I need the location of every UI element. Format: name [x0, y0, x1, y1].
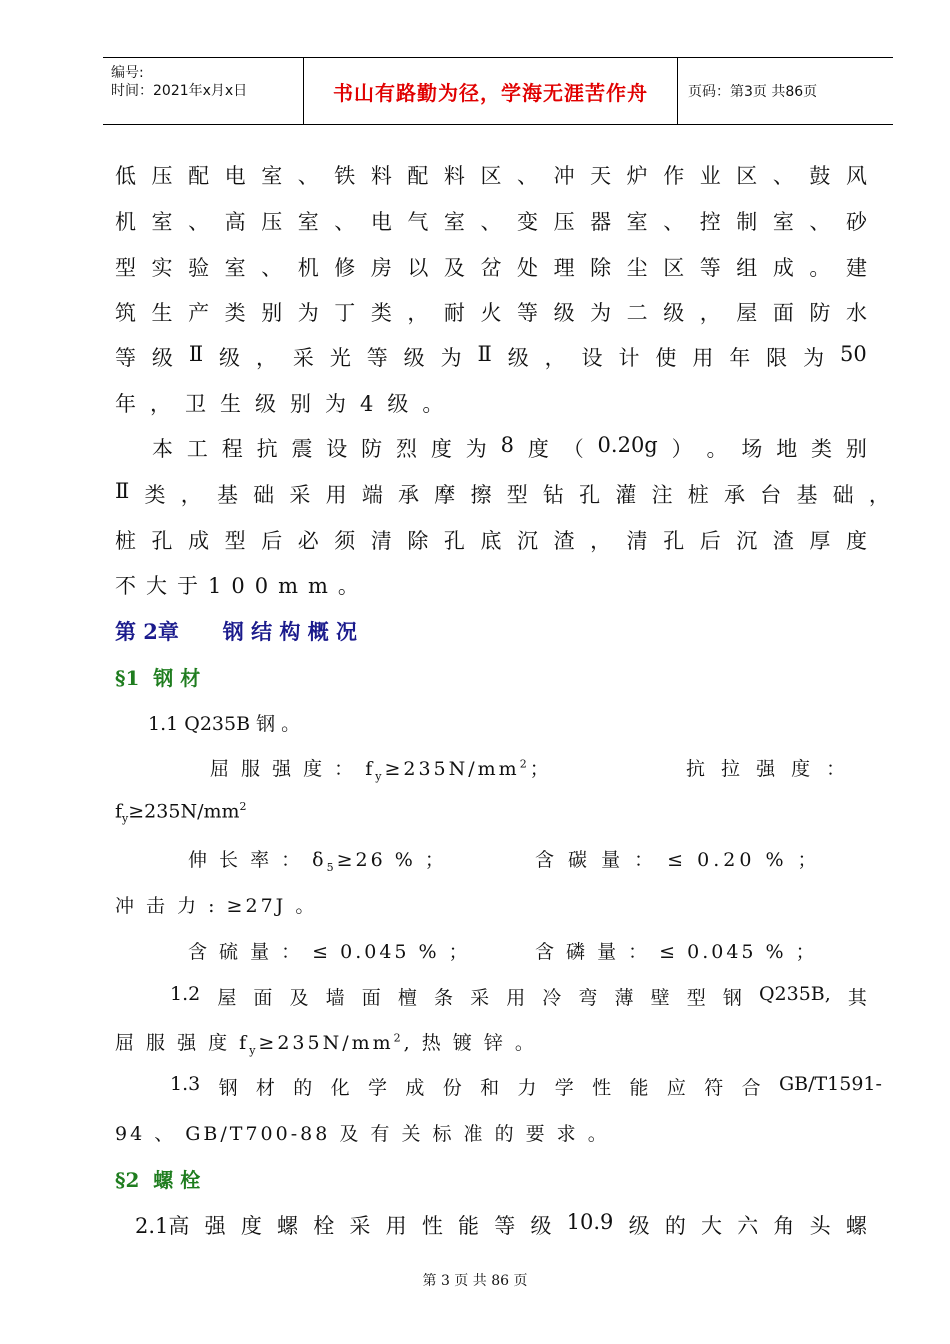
s1-3-line-1: 1.3 钢 材 的 化 学 成 份 和 力 学 性 能 应 符 合 GB/T1591-: [170, 1073, 882, 1099]
p1-line-4: 筑 生 产 类 别 为 丁 类 ， 耐 火 等 级 为 二 级 ， 屋 面 防 水: [115, 301, 867, 325]
s1-1-elongation: 伸 长 率 ： $\delta_5\ge 26$ % ；: [188, 849, 447, 874]
chapter-heading: 第 2章 钢 结 构 概 况: [115, 619, 358, 644]
p2-line-4: 不大于100mm。: [115, 574, 369, 598]
p1-line-3: 型 实 验 室 、 机 修 房 以 及 岔 处 理 除 尘 区 等 组 成 。 建: [115, 256, 867, 280]
s1-1-title: 1.1 Q235B 钢 。: [148, 713, 301, 735]
s2-1-line-1: 2.1高 强 度 螺 栓 采 用 性 能 等 级 10.9 级 的 大 六 角 头 螺: [135, 1210, 867, 1238]
p1-line-5: 等 级 Ⅱ 级 ， 采 光 等 级 为 Ⅱ 级 ， 设 计 使 用 年 限 为 50: [115, 342, 867, 370]
s1-2-line-2: 屈 服 强 度 $f_y\ge 235N/mm^2$, 热 镀 锌 。: [115, 1031, 537, 1057]
p2-line-1: 本 工 程 抗 震 设 防 烈 度 为 8 度 （ 0.20g ） 。 场 地 类 别: [152, 433, 867, 461]
s1-1-carbon: 含 碳 量 ： ≤ 0.20 % ；: [535, 849, 821, 871]
p1-line-2: 机 室 、 高 压 室 、 电 气 室 、 变 压 器 室 、 控 制 室 、 砂: [115, 210, 867, 234]
p2-line-2: Ⅱ 类 ， 基 础 采 用 端 承 摩 擦 型 钻 孔 灌 注 桩 承 台 基 础 ，: [115, 479, 890, 507]
section-2-heading: §2 螺 栓: [115, 1168, 201, 1192]
section-1-heading: §1 钢 材: [115, 666, 201, 690]
header-page-info: 页码：第3页 共86页: [688, 84, 818, 100]
s1-2-line-1: 1.2 屋 面 及 墙 面 檀 条 采 用 冷 弯 薄 壁 型 钢 Q235B, 其: [170, 983, 867, 1009]
time-label: 时间：2021年x月x日: [111, 83, 248, 99]
s1-1-tensile-label: 抗 拉 强 度 ：: [686, 758, 851, 780]
p1-line-6: 年，卫生级别为4级。: [115, 392, 458, 416]
page-footer: 第 3 页 共 86 页: [422, 1273, 528, 1289]
s1-1-phosphorus: 含 磷 量 ： ≤ 0.045 % ；: [535, 941, 818, 963]
s1-1-yield: 屈 服 强 度 ： $f_y\ge 235N/mm^2$；: [210, 757, 552, 783]
p1-line-1: 低 压 配 电 室 、 铁 料 配 料 区 、 冲 天 炉 作 业 区 、 鼓 风: [115, 164, 867, 188]
s1-1-tensile-value: $f_y\ge 235N/mm^2$: [115, 800, 247, 826]
s1-1-sulfur: 含 硫 量 ： ≤ 0.045 % ；: [188, 941, 471, 963]
p2-line-3: 桩 孔 成 型 后 必 须 清 除 孔 底 沉 渣 ， 清 孔 后 沉 渣 厚 度: [115, 529, 867, 553]
s1-3-line-2: 94 、 GB/T700-88 及 有 关 标 准 的 要 求 。: [115, 1123, 610, 1145]
code-label: 编号:: [111, 65, 144, 81]
header-motto: 书山有路勤为径，学海无涯苦作舟: [304, 58, 678, 124]
page-header: [103, 57, 893, 125]
s1-1-impact: 冲 击 力 : ≥27J 。: [115, 895, 318, 917]
header-meta: [103, 58, 304, 124]
